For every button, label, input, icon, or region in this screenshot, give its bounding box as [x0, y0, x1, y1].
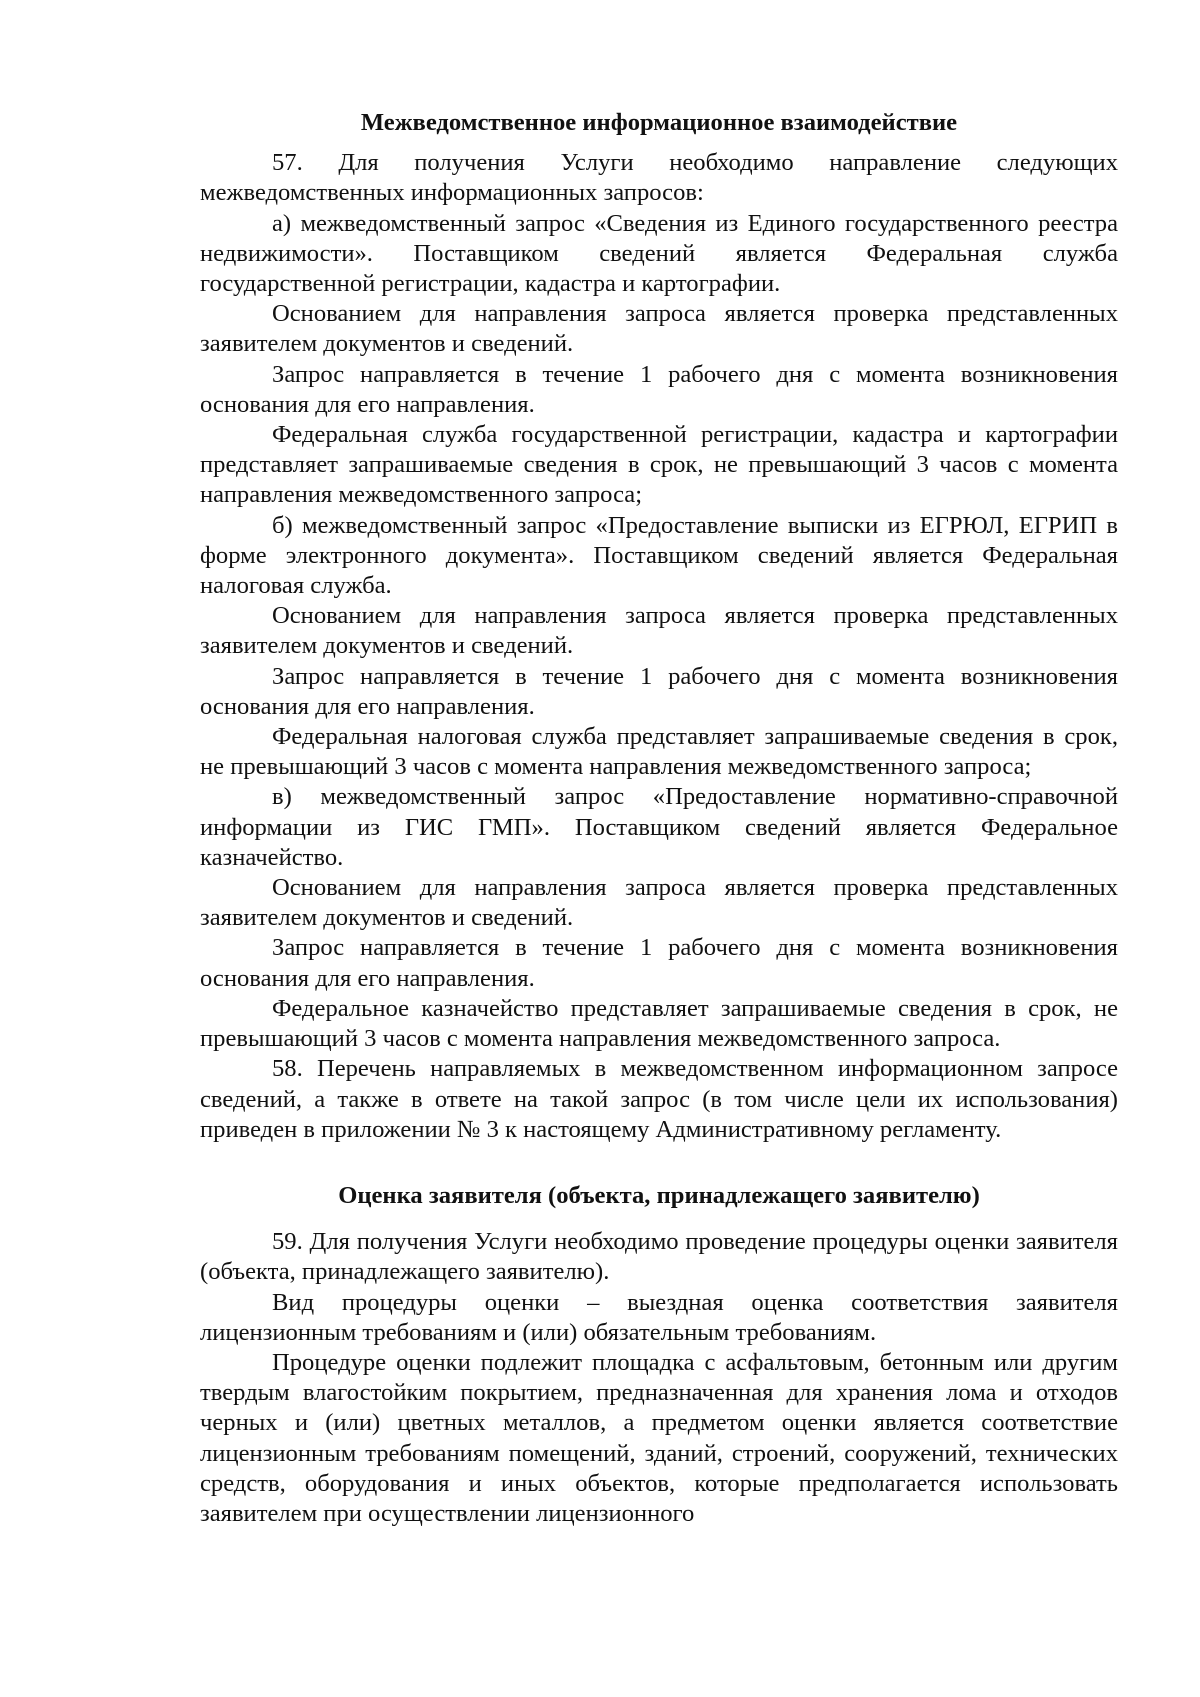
paragraph-59-subject: Процедуре оценки подлежит площадка с асфальтовым, бетонным или другим твердым влагостойким покрытием, предназначенная для хранения лома и отходов черных и (или) цветных металлов, а предметом оценки является соответствие лицензионным требованиям помещений, зданий, строений, сооружений, технических средств, оборудования и иных объектов, которые предполагается использовать заявителем при осуществлении лицензионного: [200, 1348, 1118, 1527]
paragraph-57b-term: Запрос направляется в течение 1 рабочего дня с момента возникновения основания для его направления.: [200, 662, 1118, 720]
paragraph-57b-basis: Основанием для направления запроса является проверка представленных заявителем документов и сведений.: [200, 602, 1118, 660]
paragraph-57a-basis: Основанием для направления запроса является проверка представленных заявителем документов и сведений.: [200, 300, 1118, 358]
paragraph-57: 57. Для получения Услуги необходимо направление следующих межведомственных информационных запросов:: [200, 149, 1118, 207]
section-heading-applicant-assessment: Оценка заявителя (объекта, принадлежащего заявителю): [338, 1181, 980, 1209]
paragraph-57v-response: Федеральное казначейство представляет запрашиваемые сведения в срок, не превышающий 3 часов с момента направления межведомственного запроса.: [200, 994, 1118, 1053]
paragraph-57v: в) межведомственный запрос «Предоставление нормативно-справочной информации из ГИС ГМП». Поставщиком сведений является Федеральное казначейство.: [200, 783, 1118, 871]
paragraph-59: 59. Для получения Услуги необходимо проведение процедуры оценки заявителя (объекта, принадлежащего заявителю).: [200, 1228, 1118, 1286]
paragraph-57a-response: Федеральная служба государственной регистрации, кадастра и картографии представляет запрашиваемые сведения в срок, не превышающий 3 часов с момента направления межведомственного запроса;: [200, 421, 1118, 509]
paragraph-57b: б) межведомственный запрос «Предоставление выписки из ЕГРЮЛ, ЕГРИП в форме электронного документа». Поставщиком сведений является Федеральная налоговая служба.: [200, 511, 1118, 600]
paragraph-57v-term: Запрос направляется в течение 1 рабочего дня с момента возникновения основания для его направления.: [200, 934, 1118, 992]
paragraph-59-type: Вид процедуры оценки – выездная оценка соответствия заявителя лицензионным требованиям и (или) обязательным требованиям.: [200, 1288, 1118, 1346]
paragraph-57v-basis: Основанием для направления запроса является проверка представленных заявителем документов и сведений.: [200, 874, 1118, 932]
paragraph-57a-term: Запрос направляется в течение 1 рабочего дня с момента возникновения основания для его направления.: [200, 360, 1118, 418]
paragraph-57b-response: Федеральная налоговая служба представляет запрашиваемые сведения в срок, не превышающий 3 часов с момента направления межведомственного запроса;: [200, 723, 1118, 781]
section-heading-interagency: Межведомственное информационное взаимодействие: [360, 109, 958, 136]
document-page: [200, 108, 1118, 1529]
paragraph-57a: а) межведомственный запрос «Сведения из Единого государственного реестра недвижимости». Поставщиком сведений является Федеральная служба государственной регистрации, кадастра и картографии.: [200, 209, 1118, 298]
paragraph-58: 58. Перечень направляемых в межведомственном информационном запросе сведений, а также в ответе на такой запрос (в том числе цели их использования) приведен в приложении № 3 к настоящему Административному регламенту.: [200, 1055, 1118, 1143]
